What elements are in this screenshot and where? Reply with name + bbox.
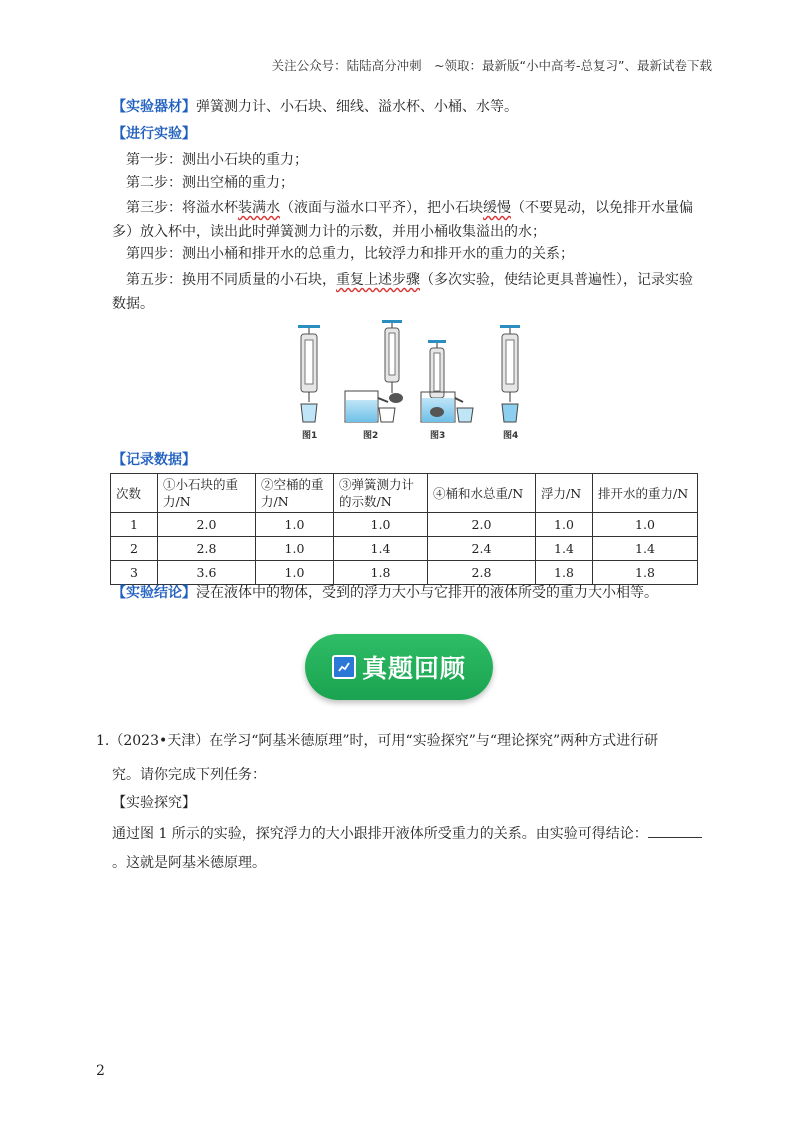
question-section-label: 【实验探究】 — [112, 795, 196, 811]
figure-1-spring-scale — [298, 325, 320, 422]
table-cell: 3 — [111, 561, 158, 585]
figure-3-stone-in-water — [421, 340, 473, 422]
equipment-label: 【实验器材】 — [112, 99, 196, 115]
question-line-1: 1.（2023•天津）在学习“阿基米德原理”时，可用“实验探究”与“理论探究”两种方式进行研 — [96, 733, 659, 749]
equipment-line — [112, 97, 518, 117]
conclusion-label: 【实验结论】 — [112, 585, 196, 601]
table-cell: 3.6 — [158, 561, 256, 585]
step-2: 第二步：测出空桶的重力； — [126, 175, 294, 191]
table-cell: 1.8 — [334, 561, 428, 585]
equipment-text: 弹簧测力计、小石块、细线、溢水杯、小桶、水等。 — [196, 99, 518, 115]
question-line-2: 究。请你完成下列任务： — [112, 767, 266, 783]
table-cell: 1.0 — [536, 513, 593, 537]
table-cell: 2.4 — [428, 537, 536, 561]
table-cell: 1.0 — [256, 561, 334, 585]
figure-2-overflow-cup — [345, 320, 403, 422]
underline-repeat: 重复上述步骤 — [336, 272, 420, 288]
section-badge — [305, 634, 493, 700]
table-cell: 1.4 — [334, 537, 428, 561]
experiment-figures — [270, 318, 535, 446]
table-cell: 1.8 — [536, 561, 593, 585]
underline-fill-water: 装满水 — [238, 200, 280, 216]
question-line-4: 。这就是阿基米德原理。 — [112, 855, 266, 871]
table-cell: 1.0 — [256, 537, 334, 561]
table-cell: 1 — [111, 513, 158, 537]
badge-title: 真题回顾 — [361, 654, 466, 683]
table-cell: 1.0 — [334, 513, 428, 537]
table-cell: 1.4 — [593, 537, 698, 561]
table-row — [111, 537, 698, 561]
table-cell: 2.8 — [428, 561, 536, 585]
table-header: 排开水的重力/N — [593, 474, 698, 513]
step-4: 第四步：测出小桶和排开水的总重力，比较浮力和排开水的重力的关系； — [126, 246, 574, 262]
step-5: 第五步：换用不同质量的小石块，重复上述步骤（多次实验，使结论更具普遍性），记录实验数据。 — [112, 272, 693, 312]
table-row — [111, 513, 698, 537]
page-header: 关注公众号：陆陆高分冲刺 ~领取：最新版“小中高考-总复习”、最新试卷下载 — [271, 58, 712, 73]
table-cell: 1.4 — [536, 537, 593, 561]
table-header: ②空桶的重力/N — [256, 474, 334, 513]
table-cell: 2.0 — [428, 513, 536, 537]
page-number: 2 — [96, 1063, 105, 1079]
table-header: ③弹簧测力计的示数/N — [334, 474, 428, 513]
figure-4-bucket-with-water — [500, 325, 520, 422]
chart-icon — [332, 655, 356, 679]
table-header-row — [111, 474, 698, 513]
answer-blank[interactable] — [648, 823, 702, 838]
table-cell: 1.8 — [593, 561, 698, 585]
table-header: ①小石块的重力/N — [158, 474, 256, 513]
table-header: ④桶和水总重/N — [428, 474, 536, 513]
procedure-label: 【进行实验】 — [112, 126, 196, 142]
record-label: 【记录数据】 — [112, 452, 196, 468]
question-line-3: 通过图 1 所示的实验，探究浮力的大小跟排开液体所受重力的关系。由实验可得结论： — [112, 823, 702, 844]
figure-label-3: 图3 — [430, 431, 446, 441]
conclusion-text: 浸在液体中的物体，受到的浮力大小与它排开的液体所受的重力大小相等。 — [196, 585, 658, 601]
data-table — [110, 473, 698, 585]
underline-slowly: 缓慢 — [483, 200, 511, 216]
table-cell: 1.0 — [256, 513, 334, 537]
conclusion-line — [112, 583, 658, 603]
figure-label-4: 图4 — [503, 431, 519, 441]
table-header: 浮力/N — [536, 474, 593, 513]
step-1: 第一步：测出小石块的重力； — [126, 152, 308, 168]
table-cell: 1.0 — [593, 513, 698, 537]
table-cell: 2.0 — [158, 513, 256, 537]
figure-label-2: 图2 — [363, 431, 379, 441]
table-row — [111, 561, 698, 585]
table-header: 次数 — [111, 474, 158, 513]
table-cell: 2 — [111, 537, 158, 561]
step-3: 第三步：将溢水杯装满水（液面与溢水口平齐），把小石块缓慢（不要晃动，以免排开水量偏多）放入杯中，读出此时弹簧测力计的示数，并用小桶收集溢出的水； — [112, 200, 693, 240]
figure-label-1: 图1 — [302, 431, 318, 441]
table-cell: 2.8 — [158, 537, 256, 561]
